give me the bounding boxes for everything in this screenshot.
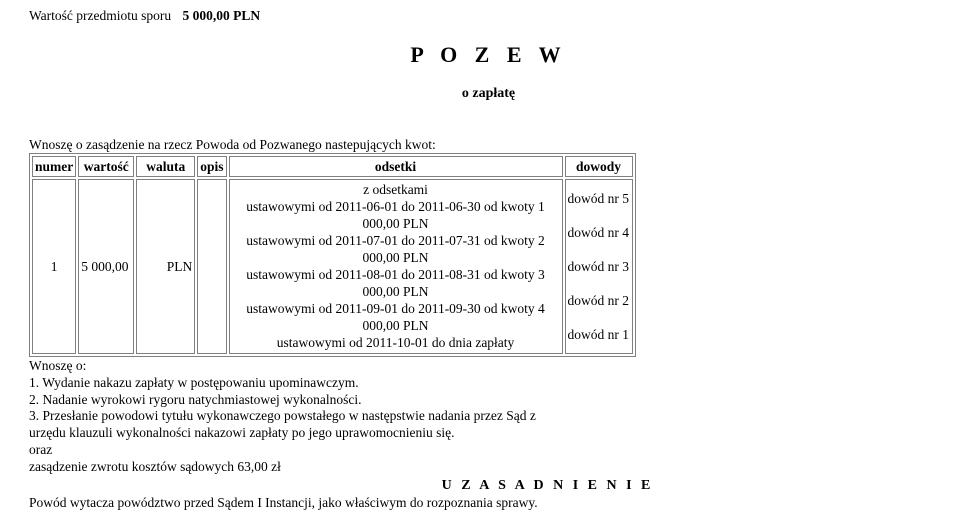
request-item: 3. Przesłanie powodowi tytułu wykonawczego powstałego w następstwie nadania przez Sąd z: [29, 408, 536, 424]
interest-line: ustawowymi od 2011-10-01 do dnia zapłaty: [276, 335, 515, 351]
evidence-item: dowód nr 1: [567, 327, 630, 343]
evidence-item: dowód nr 3: [567, 258, 630, 274]
header-odsetki: odsetki: [229, 156, 563, 177]
evidence-item: dowód nr 4: [567, 224, 630, 240]
interest-line: ustawowymi od 2011-09-01 do 2011-09-30 od kwoty 4: [246, 301, 545, 317]
request-item: 1. Wydanie nakazu zapłaty w postępowaniu upominawczym.: [29, 374, 359, 390]
cell-odsetki: [229, 179, 563, 354]
request-item-continued: urzędu klauzuli wykonalności nakazowi zapłaty po jego uprawomocnieniu się.: [29, 425, 455, 441]
requests-heading: Wnoszę o:: [29, 358, 87, 373]
cell-numer: 1: [32, 179, 76, 354]
cell-wartosc: 5 000,00: [78, 179, 134, 354]
interest-line: ustawowymi od 2011-07-01 do 2011-07-31 od kwoty 2: [246, 233, 545, 249]
cell-dowody: [565, 179, 633, 354]
claims-table: [29, 153, 636, 357]
header-dowody: dowody: [565, 156, 633, 177]
table-row: [32, 179, 633, 354]
request-costs: zasądzenie zwrotu kosztów sądowych 63,00 zł: [29, 458, 281, 474]
header-waluta: waluta: [136, 156, 195, 177]
evidence-item: dowód nr 2: [567, 293, 630, 309]
interest-line: z odsetkami: [363, 182, 428, 198]
interest-line: 000,00 PLN: [362, 216, 429, 232]
justification-title: U Z A S A D N I E N I E: [441, 478, 654, 493]
justification-text: Powód wytacza powództwo przed Sądem I Instancji, jako właściwym do rozpoznania sprawy.: [29, 495, 538, 510]
cell-opis: [197, 179, 226, 354]
requests-section: [29, 358, 536, 476]
interest-line: ustawowymi od 2011-06-01 do 2011-06-30 od kwoty 1: [246, 199, 545, 215]
evidence-item: dowód nr 5: [567, 190, 630, 206]
document-subtitle: o zapłatę: [461, 86, 516, 101]
header-wartosc: wartość: [78, 156, 134, 177]
interest-line: 000,00 PLN: [362, 318, 429, 334]
request-conjunction: oraz: [29, 441, 53, 457]
header-numer: numer: [32, 156, 76, 177]
intro-text: Wnoszę o zasądzenie na rzecz Powoda od Pozwanego nastepujących kwot:: [29, 137, 436, 152]
interest-line: ustawowymi od 2011-08-01 do 2011-08-31 od kwoty 3: [246, 267, 545, 283]
interest-line: 000,00 PLN: [362, 284, 429, 300]
claim-value-label: Wartość przedmiotu sporu: [29, 8, 172, 23]
claim-value-line: [29, 8, 260, 24]
document-title: P O Z E W: [410, 42, 567, 67]
request-item: 2. Nadanie wyrokowi rygoru natychmiastowej wykonalności.: [29, 391, 362, 407]
claim-value-amount: 5 000,00 PLN: [182, 8, 261, 23]
table-header-row: [32, 156, 633, 177]
interest-line: 000,00 PLN: [362, 250, 429, 266]
cell-waluta: PLN: [136, 179, 195, 354]
header-opis: opis: [197, 156, 226, 177]
